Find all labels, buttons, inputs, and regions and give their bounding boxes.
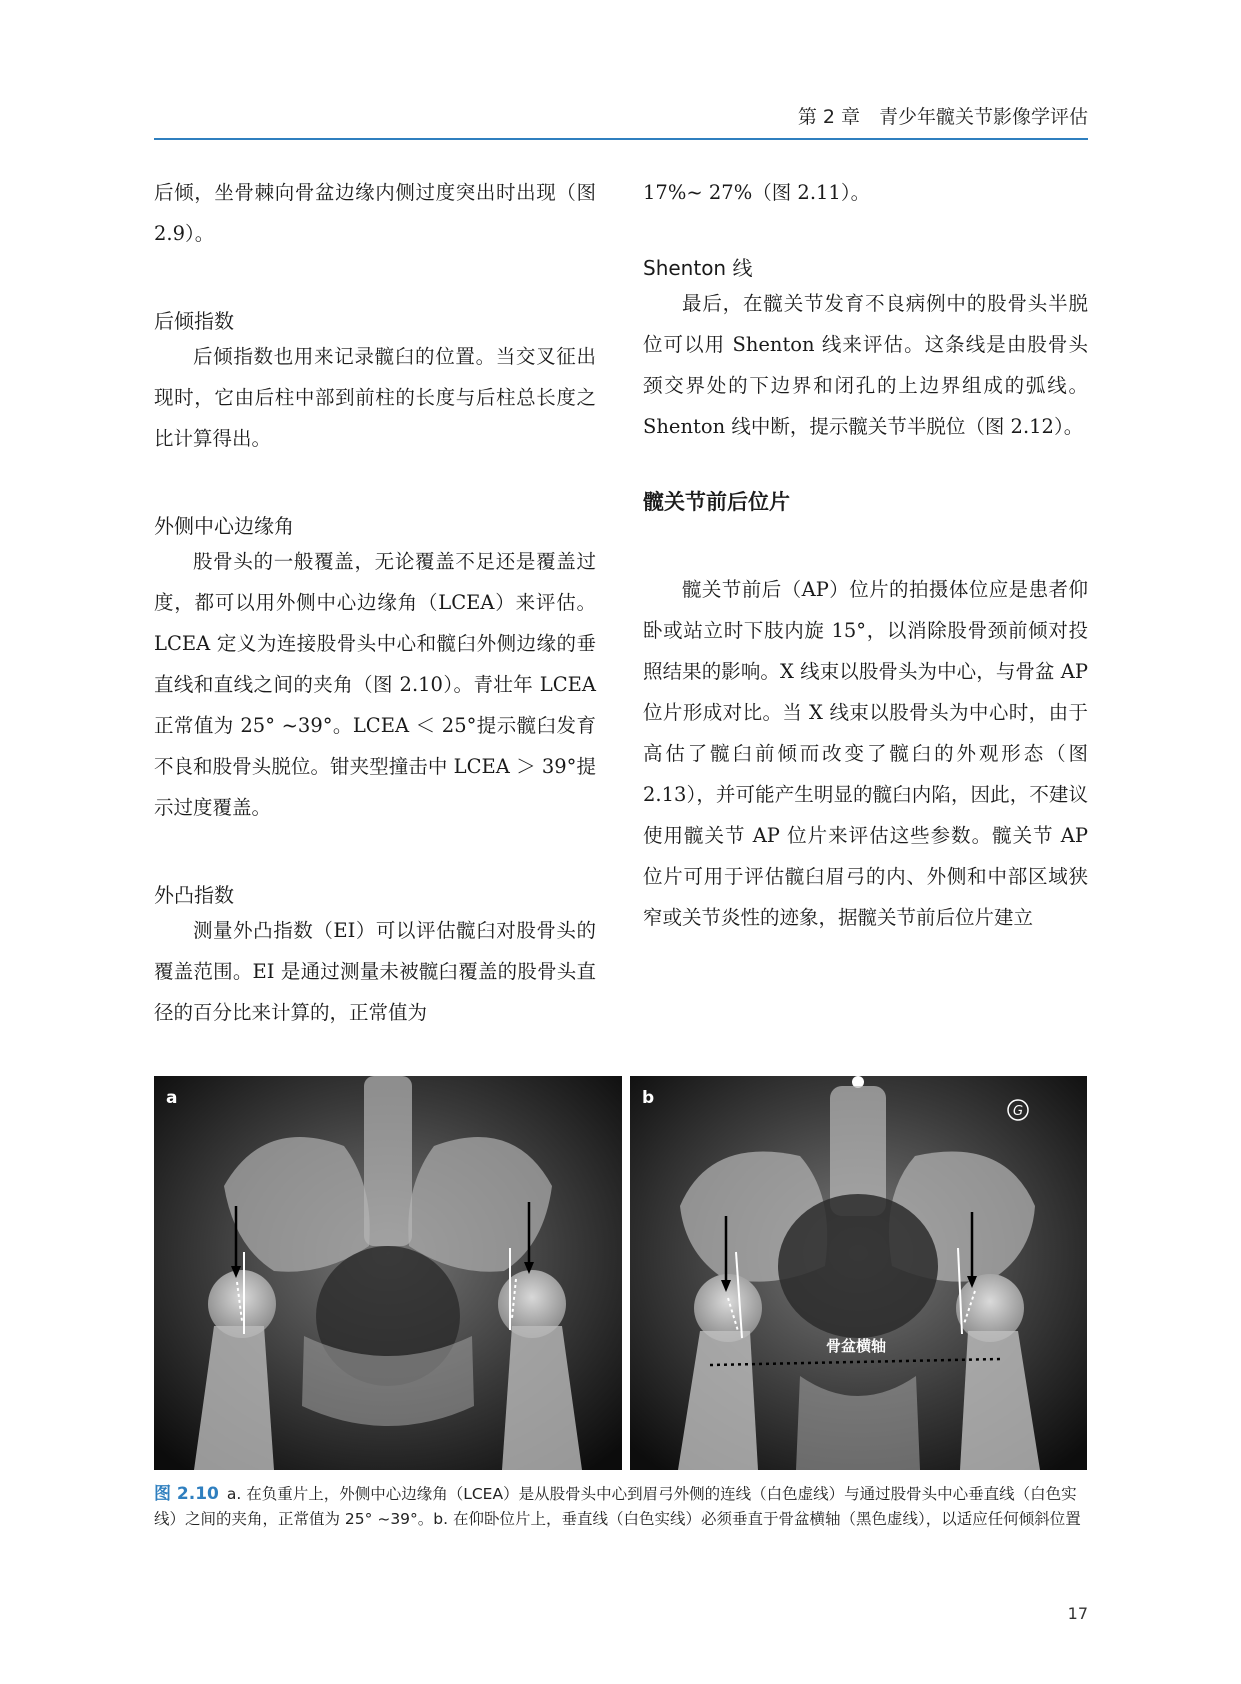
heading-hip-ap-radiograph: 髋关节前后位片 (643, 490, 790, 514)
heading-lcea: 外侧中心边缘角 (154, 514, 294, 538)
heading-shenton-line: Shenton 线 (643, 256, 753, 280)
paragraph-hip-ap-radiograph: 髋关节前后（AP）位片的拍摄体位应是患者仰卧或站立时下肢内旋 15°，以消除股骨颈前倾对投照结果的影响。X 线束以股骨头为中心，与骨盆 AP 位片形成对比。当 X 线束以股骨头为中心时，由于高估了髋臼前倾而改变了髋臼的外观形态（图 2.13），并可能产生明显的髋臼内陷，因此，不建议使用髋关节 AP 位片来评估这些参数。髋关节 AP 位片可用于评估髋臼眉弓的内、外侧和中部区域狭窄或关节炎性的迹象，据髋关节前后位片建立 (643, 578, 1088, 929)
header-rule (154, 138, 1088, 140)
figure-caption-label: 图 2.10 (154, 1484, 219, 1504)
xray-image-a (154, 1076, 622, 1470)
xray-panel-b (630, 1076, 1087, 1470)
paragraph-extrusion-index: 测量外凸指数（EI）可以评估髋臼对股骨头的覆盖范围。EI 是通过测量未被髋臼覆盖的股骨头直径的百分比来计算的，正常值为 (154, 919, 596, 1024)
paragraph-continued-right: 17%~ 27%（图 2.11）。 (643, 181, 871, 204)
figure-caption (154, 1482, 1088, 1532)
pelvic-axis-label: 骨盆横轴 (825, 1337, 887, 1355)
heading-extrusion-index: 外凸指数 (154, 883, 234, 907)
running-head: 第 2 章 青少年髋关节影像学评估 (797, 106, 1088, 128)
paragraph-retroversion-index: 后倾指数也用来记录髋臼的位置。当交叉征出现时，它由后柱中部到前柱的长度与后柱总长度之比计算得出。 (154, 345, 596, 450)
xray-image-b (630, 1076, 1087, 1470)
paragraph-shenton-line: 最后，在髋关节发育不良病例中的股骨头半脱位可以用 Shenton 线来评估。这条线是由股骨头颈交界处的下边界和闭孔的上边界组成的弧线。Shenton 线中断，提示髋关节半脱位（图 2.12）。 (643, 292, 1088, 438)
panel-a-label: a (166, 1088, 178, 1108)
paragraph-lcea: 股骨头的一般覆盖，无论覆盖不足还是覆盖过度，都可以用外侧中心边缘角（LCEA）来评估。LCEA 定义为连接股骨头中心和髋臼外侧边缘的垂直线和直线之间的夹角（图 2.10）。青壮年 LCEA 正常值为 25° ~39°。LCEA ＜ 25°提示髋臼发育不良和股骨头脱位。钳夹型撞击中 LCEA ＞ 39°提示过度覆盖。 (154, 550, 596, 819)
figure-caption-text: a. 在负重片上，外侧中心边缘角（LCEA）是从股骨头中心到眉弓外侧的连线（白色虚线）与通过股骨头中心垂直线（白色实线）之间的夹角，正常值为 25° ~39°。b. 在仰卧位片上，垂直线（白色实线）必须垂直于骨盆横轴（黑色虚线），以适应任何倾斜位置 (154, 1485, 1081, 1528)
panel-b-label: b (642, 1088, 655, 1108)
right-column (643, 172, 1088, 938)
heading-retroversion-index: 后倾指数 (154, 309, 234, 333)
paragraph-continued: 后倾，坐骨棘向骨盆边缘内侧过度突出时出现（图 2.9）。 (154, 181, 596, 245)
xray-panel-a (154, 1076, 622, 1470)
watermark-letter: G (1012, 1104, 1024, 1119)
page-number: 17 (1067, 1604, 1088, 1623)
left-column (154, 172, 596, 1033)
